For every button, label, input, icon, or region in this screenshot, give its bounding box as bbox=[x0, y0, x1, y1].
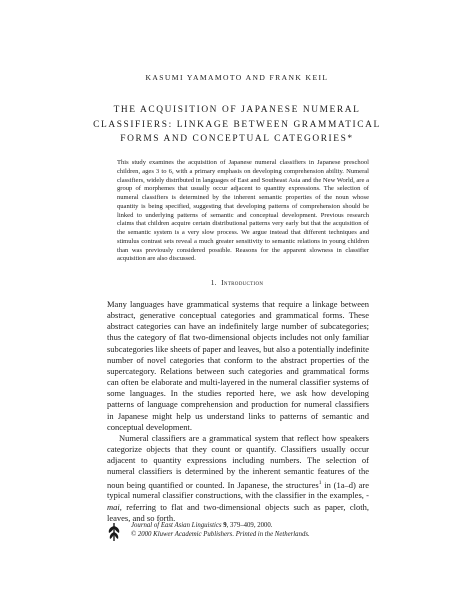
body-text bbox=[107, 299, 369, 524]
journal-pages-year: , 379–409, 2000. bbox=[226, 522, 273, 529]
copyright-line: © 2000 Kluwer Academic Publishers. Printed in the Netherlands. bbox=[131, 531, 310, 539]
authors: KASUMI YAMAMOTO AND FRANK KEIL bbox=[145, 73, 329, 82]
section-number: 1. bbox=[210, 278, 217, 287]
journal-volume: 9 bbox=[223, 522, 227, 529]
title-line-1: THE ACQUISITION OF JAPANESE NUMERAL bbox=[113, 105, 361, 115]
paragraph-1: Many languages have grammatical systems that require a linkage between abstract, generative conceptual categories and grammatical forms. These abstract categories can have an indefinitely large number of subcategories; thus the category of flat two-dimensional objects includes not only familiar subcategories like sheets of paper and leaves, but also a potentially indefinite number of novel categories that conform to the abstract properties of the supercategory. Relations between such categories and grammatical forms can often be elaborate and multi-layered in the numeral classifier systems of some languages. In the studies reported here, we ask how developing patterns of language comprehension and production for numeral classifiers in Japanese might help us understand links to patterns of semantic and conceptual development. bbox=[107, 299, 369, 432]
footer-citation bbox=[131, 521, 310, 539]
paragraph-2 bbox=[107, 433, 369, 524]
kluwer-logo-icon bbox=[107, 522, 121, 542]
paragraph-2-part-a: Numeral classifiers are a grammatical system that reflect how speakers categorize objects that they count or quantify. Classifiers usually occur adjacent to quantity expressions including numbers. The selection of numeral classifiers is determined by the inherent semantic features of the noun being quantified or counted. In Japanese, the structures bbox=[107, 432, 369, 490]
paper-title bbox=[0, 103, 474, 147]
title-line-2: CLASSIFIERS: LINKAGE BETWEEN GRAMMATICAL bbox=[93, 119, 381, 130]
title-line-3: FORMS AND CONCEPTUAL CATEGORIES* bbox=[120, 134, 354, 144]
journal-line bbox=[131, 521, 310, 530]
abstract: This study examines the acquisition of Japanese numeral classifiers in Japanese preschool children, ages 3 to 6, with a primary emphasis on developing comprehension ability. Numeral classifiers, widely distributed in languages of East and Southeast Asia and the New World, are a group of morphemes that usually occur adjacent to quantity expressions. The selection of numeral classifiers is determined by the inherent semantic properties of the noun whose quantity is being specified, suggesting that developing patterns of comprehension should be linked to underlying patterns of semantic and conceptual development. Previous research claims that children acquire certain distributional patterns very early but that the acquisition of the semantic system is a very slow process. We argue instead that different techniques and stimulus contrast sets reveal a much greater sensitivity to semantic relations in young children than was previously considered possible. Reasons for the apparent slowness in classifier acquisition are also discussed. bbox=[117, 159, 369, 263]
section-heading bbox=[0, 278, 474, 287]
classifier-example: -mai bbox=[107, 490, 369, 512]
footnote-marker: 1 bbox=[318, 479, 322, 486]
journal-name: Journal of East Asian Linguistics bbox=[131, 522, 222, 529]
section-title: Introduction bbox=[221, 278, 264, 287]
paragraph-2-part-c: , referring to flat and two-dimensional objects such as paper, cloth, leaves, and so forth. bbox=[107, 501, 369, 523]
paragraph-2-part-b: in (1a–d) are typical numeral classifier constructions, with the classifier in the examples, bbox=[107, 479, 369, 501]
